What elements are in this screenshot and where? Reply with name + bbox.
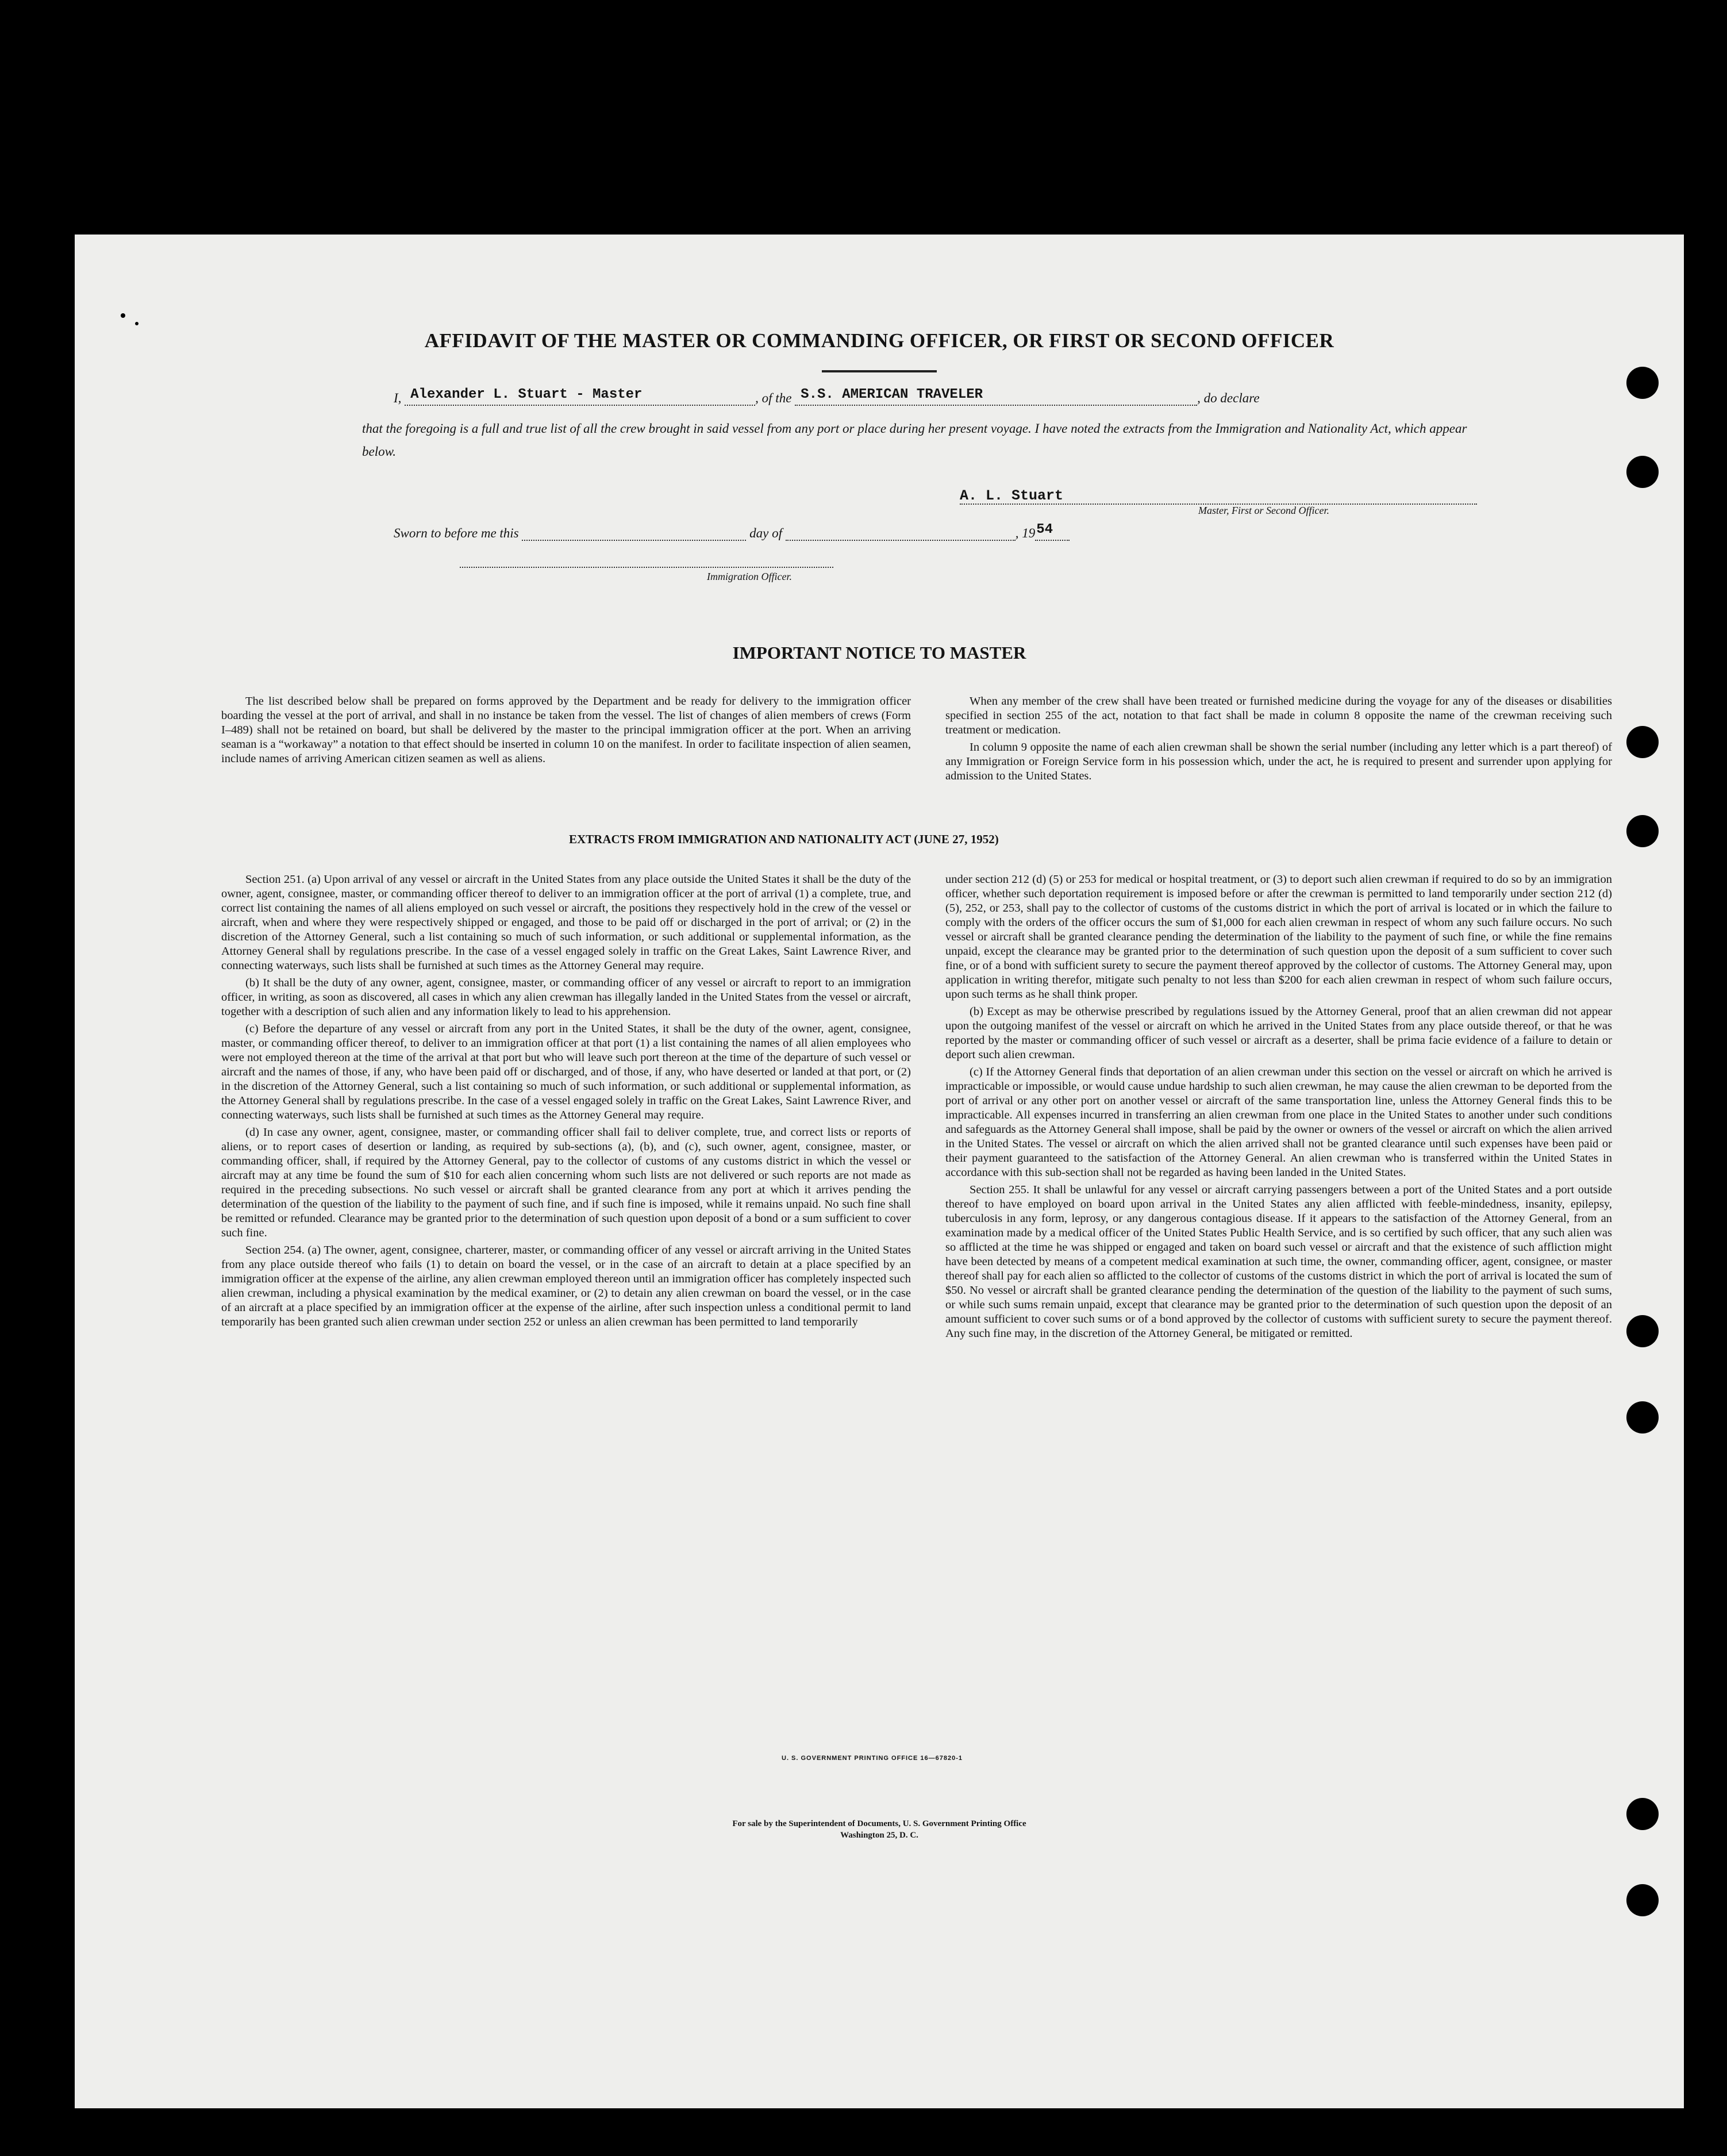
sale-notice xyxy=(75,1818,1684,1841)
vessel-name-field xyxy=(795,387,1197,406)
year-value: 54 xyxy=(1036,522,1053,537)
punch-hole xyxy=(1626,1884,1659,1916)
sworn-prefix: Sworn to before me this xyxy=(394,526,519,540)
sworn-day-field xyxy=(522,525,746,541)
year-field xyxy=(1035,522,1070,541)
printing-office-imprint: U. S. GOVERNMENT PRINTING OFFICE 16—67820-1 xyxy=(782,1755,963,1762)
section-251b: (b) It shall be the duty of any owner, agent, consignee, master, or commanding officer of any vessel or aircraft to report to an immigration officer, in writing, as soon as discovered, all cases in which any alien crewman has illegally landed in the United States from the vessel or aircraft, together with a description of such alien and any information likely to lead to his apprehension. xyxy=(221,977,911,1018)
affidavit-declaration-line xyxy=(394,387,1260,406)
scan-speck xyxy=(121,313,125,318)
extracts-left-column xyxy=(221,873,911,1332)
punch-hole xyxy=(1626,1401,1659,1434)
punch-hole xyxy=(1626,815,1659,847)
notice-title: IMPORTANT NOTICE TO MASTER xyxy=(732,643,1026,663)
notice-left-paragraph: The list described below shall be prepared on forms approved by the Department and be ready for delivery to the immigration officer boarding the vessel at the port of arrival, and shall in no instance be taken from the vessel. The list of changes of alien members of crews (Form I–489) shall not be retained on board, but shall be delivered by the master to the principal immigration officer at the port. When an arriving seaman is a “workaway” a notation to that effect should be inserted in column 10 on the manifest. In order to facilitate inspection of alien seamen, include names of arriving American citizen seamen as well as aliens. xyxy=(221,695,911,765)
punch-hole xyxy=(1626,456,1659,488)
notice-left-column xyxy=(221,694,911,769)
punch-hole xyxy=(1626,367,1659,399)
signature-caption: Master, First or Second Officer. xyxy=(1198,505,1329,516)
immigration-officer-line xyxy=(460,567,833,568)
section-254a-continued: under section 212 (d) (5) or 253 for medical or hospital treatment, or (3) to deport such alien crewman if required to do so by an immigration officer, whether such deportation requirement is imposed before or after the crewman is permitted to land temporarily under section 212 (d) (5), 252, or 253, shall pay to the collector of customs of the customs district in which the port of arrival is located or in which the failure to comply with the orders of the officer occurs the sum of $1,000 for each alien crewman in respect of whom any such failure occurs. No such vessel or aircraft shall be granted clearance pending the determination of the liability to the payment of such fine, or while the fine remains unpaid, except the clearance may be granted prior to the determination of such question upon the deposit of a sum sufficient to cover such fine, or of a bond with sufficient surety to secure the payment thereof approved by the collector of customs. The Attorney General may, upon application in writing therefor, mitigate such penalty to not less than $200 for each alien crewman in respect of whom such failure occurs, upon such terms as he shall think proper. xyxy=(945,873,1612,1001)
day-of-label: day of xyxy=(749,526,782,540)
affidavit-title: AFFIDAVIT OF THE MASTER OR COMMANDING OFFICER, OR FIRST OR SECOND OFFICER xyxy=(424,329,1334,352)
sworn-line xyxy=(394,522,1070,541)
punch-hole xyxy=(1626,1798,1659,1830)
affidavit-statement: that the foregoing is a full and true list of all the crew brought in said vessel from any port or place during her present voyage. I have noted the extracts from the Immigration and Nationality Act, which appear below. xyxy=(362,421,1467,459)
section-254c: (c) If the Attorney General finds that deportation of an alien crewman under this section on the vessel or aircraft on which he arrived is impracticable or impossible, or would cause undue hardship to such alien crewman, he may cause the alien crewman to be deported from the port of arrival or any other port on another vessel or aircraft of the same transportation line, unless the Attorney General finds this to be impracticable. All expenses incurred in transferring an alien crewman from one place in the United States to another under such conditions and safeguards as the Attorney General shall impose, shall be paid by the owner or owners of the vessel or aircraft on which the alien arrived in the United States. The vessel or aircraft on which the alien arrived shall not be granted clearance until such expenses have been paid or their payment guaranteed to the satisfaction of the Attorney General. An alien crewman who is transferred within the United States in accordance with this sub-section shall not be regarded as having been landed in the United States. xyxy=(945,1066,1612,1179)
signature-value: A. L. Stuart xyxy=(960,487,1064,504)
master-name-field xyxy=(405,387,755,406)
year-prefix: , 19 xyxy=(1015,526,1036,540)
section-255: Section 255. It shall be unlawful for any vessel or aircraft carrying passengers between a port of the United States and a port outside thereof to have employed on board upon arrival in the United States any alien afflicted with feeble-mindedness, insanity, epilepsy, tuberculosis in any form, leprosy, or any dangerous contagious disease. If it appears to the satisfaction of the Attorney General, from an examination made by a medical officer of the United States Public Health Service, and is so certified by such officer, that any such alien was so afflicted at the time he was shipped or engaged and taken on board such vessel or aircraft and that the existence of such affliction might have been detected by means of a competent medical examination at such time, the owner, commanding officer, agent, consignee, or master thereof shall pay for each alien so afflicted to the collector of customs of the customs district in which the port of arrival is located the sum of $50. No vessel or aircraft shall be granted clearance pending the determination of the question of the liability to the payment of such sums, or while such sums remain unpaid, except that clearance may be granted prior to the determination of such question upon the deposit of an amount sufficient to cover such sums or of a bond approved by the collector of customs with sufficient surety to secure the payment thereof. Any such fine may, in the discretion of the Attorney General, be mitigated or remitted. xyxy=(945,1183,1612,1340)
sworn-month-field xyxy=(786,525,1016,541)
sale-line-1: For sale by the Superintendent of Documents, U. S. Government Printing Office xyxy=(732,1819,1026,1828)
do-declare-label: , do declare xyxy=(1197,391,1260,405)
vessel-name-value: S.S. AMERICAN TRAVELER xyxy=(801,387,983,402)
section-251a: Section 251. (a) Upon arrival of any vessel or aircraft in the United States from any place outside the United States it shall be the duty of the owner, agent, consignee, master, or commanding officer thereof to deliver to an immigration officer at the port of arrival (1) a complete, true, and correct list containing the names of all aliens employed on such vessel or aircraft, the positions they respectively hold in the crew of the vessel or aircraft, when and where they were respectively shipped or engaged, and those to be paid off or discharged in the port of arrival; or (2) in the discretion of the Attorney General, such a list containing so much of such information, or such additional or supplemental information, as the Attorney General shall by regulations prescribe. In the case of a vessel engaged solely in traffic on the Great Lakes, Saint Lawrence River, and connecting waterways, such lists shall be furnished at such times as the Attorney General may require. xyxy=(221,873,911,972)
form-page xyxy=(75,235,1684,2108)
of-the-label: , of the xyxy=(755,391,792,405)
master-name-value: Alexander L. Stuart - Master xyxy=(410,387,643,402)
notice-right-paragraph-1: When any member of the crew shall have been treated or furnished medicine during the voyage for any of the diseases or disabilities specified in section 255 of the act, notation to that fact shall be made in column 8 opposite the name of the crewman receiving such treatment or medication. xyxy=(945,695,1612,736)
affidavit-pronoun: I, xyxy=(394,391,402,405)
section-251d: (d) In case any owner, agent, consignee, master, or commanding officer shall fail to deliver complete, true, and correct lists or reports of aliens, or to report cases of desertion or landing, as required by sub-sections (a), (b), and (c), such owner, agent, consignee, master, or commanding officer, shall, if required by the Attorney General, pay to the collector of customs of any customs district in which the vessel or aircraft may at any time be found the sum of $10 for each alien concerning whom such lists are not delivered or such reports are not made as required in the preceding subsections. No such vessel or aircraft shall be granted clearance from any port at which it arrives pending the determination of the question of the liability to the payment of such fine, and if such fine is imposed, while it remains unpaid. No such fine shall be remitted or refunded. Clearance may be granted prior to the determination of such question upon deposit of a bond or a sum sufficient to cover such fine. xyxy=(221,1126,911,1239)
section-254b: (b) Except as may be otherwise prescribed by regulations issued by the Attorney General, proof that an alien crewman did not appear upon the outgoing manifest of the vessel or aircraft on which he arrived in the United States from any place outside thereof, or that he was reported by the master or commanding officer of such vessel or aircraft as a deserter, shall be prima facie evidence of a failure to detain or deport such alien crewman. xyxy=(945,1005,1612,1061)
scan-speck xyxy=(135,322,139,325)
notice-right-column xyxy=(945,694,1612,786)
notice-right-paragraph-2: In column 9 opposite the name of each alien crewman shall be shown the serial number (including any letter which is a part thereof) of any Immigration or Foreign Service form in his possession which, under the act, he is required to present and surrender upon applying for admission to the United States. xyxy=(945,741,1612,782)
title-divider xyxy=(822,370,937,372)
immigration-officer-caption: Immigration Officer. xyxy=(707,571,792,582)
punch-hole xyxy=(1626,726,1659,758)
punch-hole xyxy=(1626,1315,1659,1347)
sale-line-2: Washington 25, D. C. xyxy=(840,1831,918,1840)
section-254a: Section 254. (a) The owner, agent, consignee, charterer, master, or commanding officer of any vessel or aircraft arriving in the United States from any place outside thereof who fails (1) to detain on board the vessel, or in the case of an aircraft to detain at a place specified by an immigration officer at the expense of the airline, any alien crewman employed thereon until an immigration officer has completely inspected such alien crewman, including a physical examination by the medical examiner, or (2) to detain any alien crewman on board the vessel, or in the case of an aircraft at a place specified by an immigration officer at the expense of the airline, after such inspection unless a conditional permit to land temporarily has been granted such alien crewman under section 252 or unless an alien crewman has been permitted to land temporarily xyxy=(221,1244,911,1328)
section-251c: (c) Before the departure of any vessel or aircraft from any port in the United States, it shall be the duty of the owner, agent, consignee, master, or commanding officer thereof, to deliver to an immigration officer at that port (1) a list containing the names of all alien employees who were not employed thereon at the time of the arrival at that port but who will leave such port thereon at the time of the departure of such vessel or aircraft and the names of those, if any, who have been paid off or discharged, and of those, if any, who have deserted or landed at that port, or (2) in the discretion of the Attorney General, such a list containing so much of such information, or such additional or supplemental information, as the Attorney General shall by regulations prescribe. In the case of a vessel engaged solely in traffic on the Great Lakes, Saint Lawrence River, and connecting waterways, such lists shall be furnished at such times as the Attorney General may require. xyxy=(221,1023,911,1121)
extracts-title: EXTRACTS FROM IMMIGRATION AND NATIONALITY ACT (JUNE 27, 1952) xyxy=(569,832,999,846)
extracts-right-column xyxy=(945,873,1612,1344)
